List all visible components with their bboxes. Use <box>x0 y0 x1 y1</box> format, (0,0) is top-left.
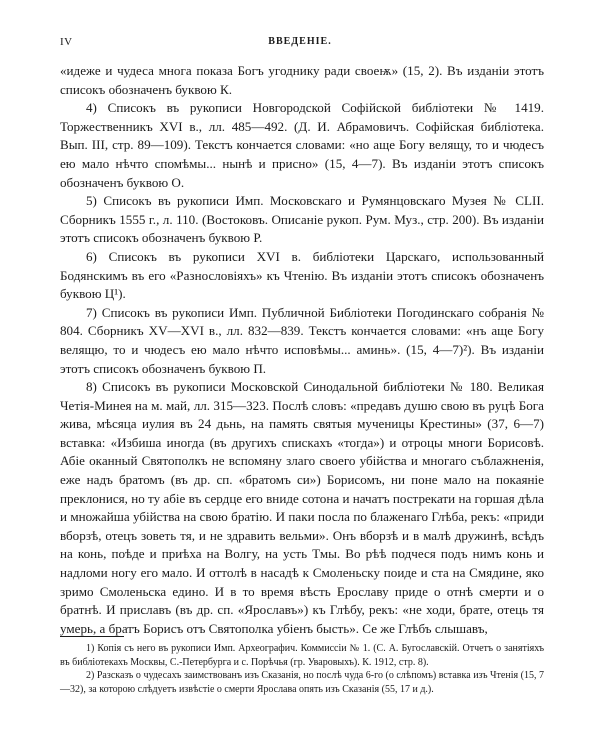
footnote-1: 1) Копія съ него въ рукописи Имп. Археографич. Коммиссіи № 1. (С. А. Бугославскій. Отчетъ о занятіяхъ въ библіотекахъ Москвы, С.-Петербурга и с. Порѣчья (гр. Уваровыхъ). К. 1912, стр. 8). <box>60 643 544 668</box>
paragraph-list-6: 6) Списокъ въ рукописи XVI в. библіотеки Царскаго, использованный Бодянскимъ въ его «Разнословіяхъ» къ Чтенію. Въ изданіи этотъ списокъ обозначенъ буквою Ц¹). <box>60 248 544 302</box>
paragraph-list-4: 4) Списокъ въ рукописи Новгородской Софійской библіотеки № 1419. Торжественникъ XVI в., лл. 485—492. (Д. И. Абрамовичъ. Софійская библіотека. Вып. III, стр. 89—109). Текстъ кончается словами: «но аще Богу велящу, то и чюдесъ ею мало нѣчто спомѣмы... нынѣ и присно» (15, 4—7). Въ изданіи этотъ списокъ обозначенъ буквою О. <box>60 100 544 190</box>
paragraph-list-5: 5) Списокъ въ рукописи Имп. Московскаго и Румянцовскаго Музея № CLII. Сборникъ 1555 г., л. 110. (Востоковъ. Описаніе рукоп. Рум. Муз., стр. 200). Въ изданіи этотъ списокъ обозначенъ буквою Р. <box>60 193 544 246</box>
footnote-separator <box>60 636 124 637</box>
paragraph-continuation: «идеже и чудеса многа показа Богъ угоднику ради своеѭ» (15, 2). Въ изданіи этотъ списокъ обозначенъ буквою К. <box>60 63 544 97</box>
page-number: IV <box>60 36 73 48</box>
footnotes <box>60 642 544 696</box>
paragraph-list-8: 8) Списокъ въ рукописи Московской Синодальной библіотеки № 180. Великая Четія-Минея на м. май, лл. 315—323. Послѣ словъ: «предавъ душю свою въ руцѣ Бога жива, мѣсяца иулия въ 24 дьнь, на память святыя мученицы Крестины» (37, 6—7) вставка: «Избиша иногда (въ другихъ спискахъ «тогда») и отроцы многи Борисовѣ. Абіе оканный Святополкъ не вспомяну злаго своего убійства и многаго съблажненія, еже надъ братомъ (въ др. сп. «братомъ си») Борисомъ, ни поне мало на покаяніе преклонися, но ту абіе въ сердце его вниде сотона и начатъ пострекати на горшая дѣла и множайша убійства на свою братію. И паки посла по блаженаго Глѣба, рекъ: «приди вборзѣ, отецъ зоветь тя, и не здравить вельми». Онъ вборзѣ и в малѣ дружинѣ, всѣдъ на конь, поѣде и приѣха на Волгу, на усть Тмы. Во рѣѣ подчеся подъ нимъ конь и надломи ногу его мало. И оттолѣ в насадѣ к Смоленьску поиде и ста на Смядине, яко зримо Смоленьска едино. И в то время вѣсть Ерославу приде о отнѣ смерти и о братнѣ. И приславъ (въ др. сп. «Ярославъ») къ Глѣбу, рекъ: «не ходи, брате, отець тя умерь, а братъ Борисъ отъ Святополка убіенъ бысть». Се же Глѣбъ слышавъ, <box>60 379 544 636</box>
running-title: ВВЕДЕНІЕ. <box>268 36 332 47</box>
paragraph-list-7: 7) Списокъ въ рукописи Имп. Публичной Библіотеки Погодинскаго собранія № 804. Сборникъ XV—XVI в., лл. 832—839. Текстъ кончается словами: «нъ аще Богу велящю, то и чюдесъ ею мало нѣчто исповѣмы... аминь». (15, 4—7)²). Въ изданіи этотъ списокъ обозначенъ буквою П. <box>60 304 544 376</box>
main-text <box>60 62 544 638</box>
running-header <box>60 36 540 52</box>
footnote-2: 2) Разсказъ о чудесахъ заимствованъ изъ Сказанія, но послѣ чуда 6-го (о слѣпомъ) вставка изъ Чтенія (15, 7—32), за которою слѣдуетъ извѣстіе о смерти Ярослава опять изъ Сказанія (55, 17 и д.). <box>60 670 544 695</box>
